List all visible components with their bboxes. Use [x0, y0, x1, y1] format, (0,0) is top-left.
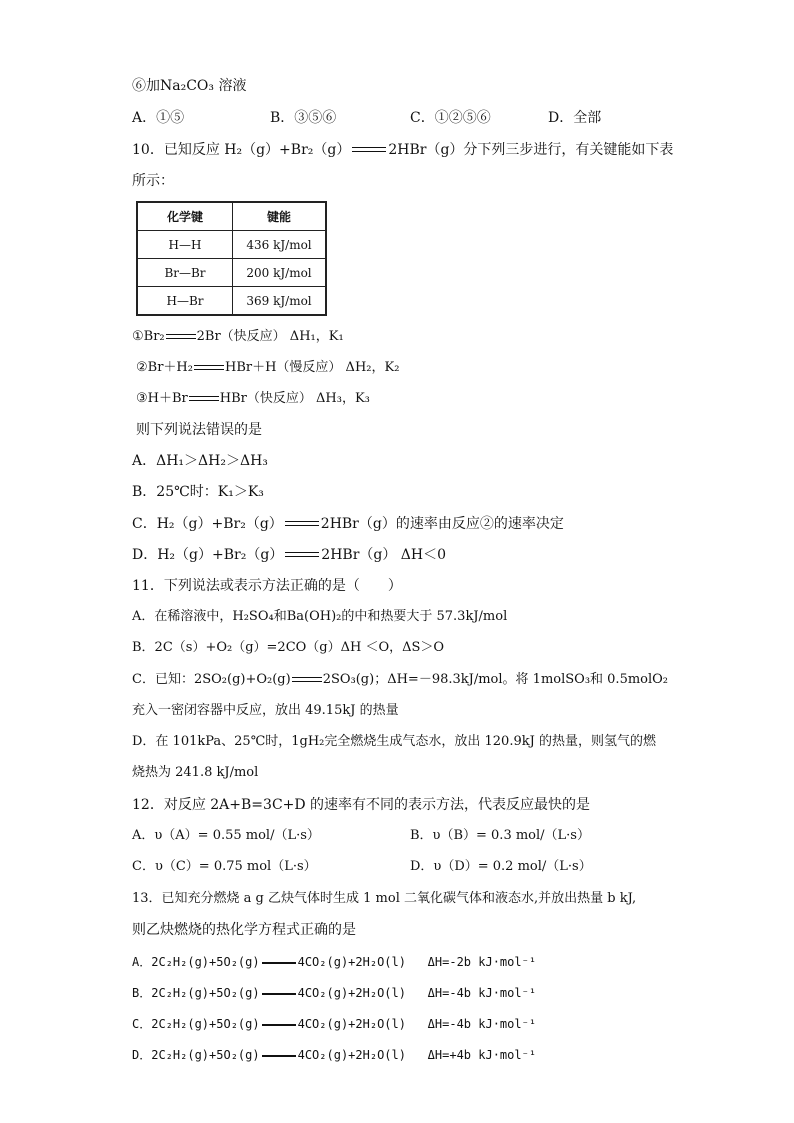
q10-option-d-lhs: D．H₂（g）+Br₂（g）	[132, 547, 284, 563]
step-3-rhs: HBr（快反应） ΔH₃，K₃	[219, 391, 370, 406]
table-cell: 436 kJ/mol	[233, 231, 327, 259]
q13-option-c	[132, 1015, 536, 1033]
q11-option-a: A．在稀溶液中，H₂SO₄和Ba(OH)₂的中和热要大于 57.3kJ/mol	[132, 609, 508, 624]
step-1	[132, 328, 344, 346]
q10-option-c-rhs: 2HBr（g）的速率由反应②的速率决定	[320, 516, 564, 532]
q13-option-lhs: C．2C₂H₂(g)+5O₂(g)	[132, 1017, 260, 1031]
q9-tail: ⑥加Na₂CO₃ 溶液	[132, 78, 247, 94]
equilibrium-arrow-icon	[292, 675, 322, 685]
q11-option-b: B．2C（s）+O₂（g）=2CO（g）ΔH ＜O，ΔS＞O	[132, 640, 445, 655]
q12-stem: 12．对反应 2A+B=3C+D 的速率有不同的表示方法，代表反应最快的是	[132, 797, 591, 813]
q13-option-d	[132, 1046, 536, 1064]
q13-option-lhs: A．2C₂H₂(g)+5O₂(g)	[132, 955, 260, 969]
q13-option-dh: ΔH=-4b kJ·mol⁻¹	[427, 986, 537, 1000]
table-row	[137, 287, 326, 316]
q10-stem-rhs: 2HBr（g）分下列三步进行，有关键能如下表	[388, 142, 674, 158]
q13-option-rhs: 4CO₂(g)+2H₂O(l)	[297, 1048, 406, 1062]
q12-option-a: A．υ（A）= 0.55 mol/（L·s）	[132, 828, 320, 843]
q13-option-dh: ΔH=-2b kJ·mol⁻¹	[427, 955, 537, 969]
equilibrium-arrow-icon	[166, 332, 196, 342]
equals-bar-icon	[262, 1024, 296, 1026]
equilibrium-arrow-icon	[189, 394, 219, 404]
q10-option-b: B．25℃时：K₁＞K₃	[132, 484, 264, 500]
q10-option-d	[132, 546, 446, 564]
equilibrium-arrow-icon	[352, 145, 386, 155]
q9-option-b: B．③⑤⑥	[270, 110, 337, 126]
q11-option-d: D．在 101kPa、25℃时，1gH₂完全燃烧生成气态水，放出 120.9kJ 的热量，则氢气的燃	[132, 734, 656, 749]
q10-stem	[132, 141, 673, 159]
q11-option-c-cont: 充入一密闭容器中反应，放出 49.15kJ 的热量	[132, 703, 399, 718]
q13-option-dh: ΔH=-4b kJ·mol⁻¹	[427, 1017, 537, 1031]
q11-option-c-rhs: 2SO₃(g)；ΔH=－98.3kJ/mol。将 1molSO₃和 0.5molO₂	[322, 672, 669, 687]
table-cell: H—Br	[137, 287, 233, 316]
table-cell: H—H	[137, 231, 233, 259]
table-row	[137, 231, 326, 259]
q13-option-rhs: 4CO₂(g)+2H₂O(l)	[297, 1017, 406, 1031]
equilibrium-arrow-icon	[285, 519, 319, 529]
q12-option-b: B．υ（B）= 0.3 mol/（L·s）	[410, 828, 590, 843]
table-header: 化学键	[137, 202, 233, 231]
q13-option-lhs: B．2C₂H₂(g)+5O₂(g)	[132, 986, 260, 1000]
q12-option-c: C．υ（C）= 0.75 mol（L·s）	[132, 859, 317, 874]
table-header-row	[137, 202, 326, 231]
q10-option-c-lhs: C．H₂（g）+Br₂（g）	[132, 516, 283, 532]
q13-option-rhs: 4CO₂(g)+2H₂O(l)	[297, 955, 406, 969]
step-1-rhs: 2Br（快反应） ΔH₁，K₁	[196, 329, 344, 344]
step-2	[136, 359, 399, 377]
table-cell: 200 kJ/mol	[233, 259, 327, 287]
bond-energy-table	[136, 201, 327, 316]
step-3	[136, 390, 370, 408]
step-3-lhs: ③H＋Br	[136, 391, 188, 406]
step-2-lhs: ②Br＋H₂	[136, 360, 193, 375]
q10-stem-2: 所示：	[132, 173, 174, 189]
equilibrium-arrow-icon	[194, 363, 224, 373]
step-2-rhs: HBr＋H（慢反应） ΔH₂，K₂	[224, 360, 400, 375]
q13-option-lhs: D．2C₂H₂(g)+5O₂(g)	[132, 1048, 260, 1062]
q9-option-a: A．①⑤	[132, 110, 185, 126]
q10-question: 则下列说法错误的是	[136, 422, 262, 438]
table-cell: Br—Br	[137, 259, 233, 287]
equals-bar-icon	[262, 962, 296, 964]
q13-stem-2: 则乙炔燃烧的热化学方程式正确的是	[132, 922, 356, 938]
table-row	[137, 259, 326, 287]
equals-bar-icon	[262, 993, 296, 995]
q11-option-d-cont: 烧热为 241.8 kJ/mol	[132, 765, 259, 780]
q13-option-dh: ΔH=+4b kJ·mol⁻¹	[427, 1048, 537, 1062]
q11-stem: 11．下列说法或表示方法正确的是（ ）	[132, 578, 402, 594]
q12-option-d: D．υ（D）= 0.2 mol/（L·s）	[410, 859, 592, 874]
q13-option-rhs: 4CO₂(g)+2H₂O(l)	[297, 986, 406, 1000]
table-header: 键能	[233, 202, 327, 231]
q10-option-a: A．ΔH₁＞ΔH₂＞ΔH₃	[132, 453, 268, 469]
q11-option-c	[132, 671, 668, 689]
equals-bar-icon	[262, 1055, 296, 1057]
q13-option-b	[132, 984, 536, 1002]
equilibrium-arrow-icon	[285, 550, 319, 560]
q11-option-c-lhs: C．已知：2SO₂(g)+O₂(g)	[132, 672, 291, 687]
q13-stem: 13．已知充分燃烧 a g 乙炔气体时生成 1 mol 二氧化碳气体和液态水,并放出热量 b kJ,	[132, 891, 637, 906]
table-cell: 369 kJ/mol	[233, 287, 327, 316]
q10-option-c	[132, 515, 564, 533]
q9-option-d: D．全部	[548, 110, 602, 126]
step-1-lhs: ①Br₂	[132, 329, 165, 344]
q13-option-a	[132, 953, 536, 971]
q10-stem-lhs: 10．已知反应 H₂（g）+Br₂（g）	[132, 142, 351, 158]
q10-option-d-rhs: 2HBr（g） ΔH＜0	[321, 547, 447, 563]
q9-option-c: C．①②⑤⑥	[410, 110, 491, 126]
